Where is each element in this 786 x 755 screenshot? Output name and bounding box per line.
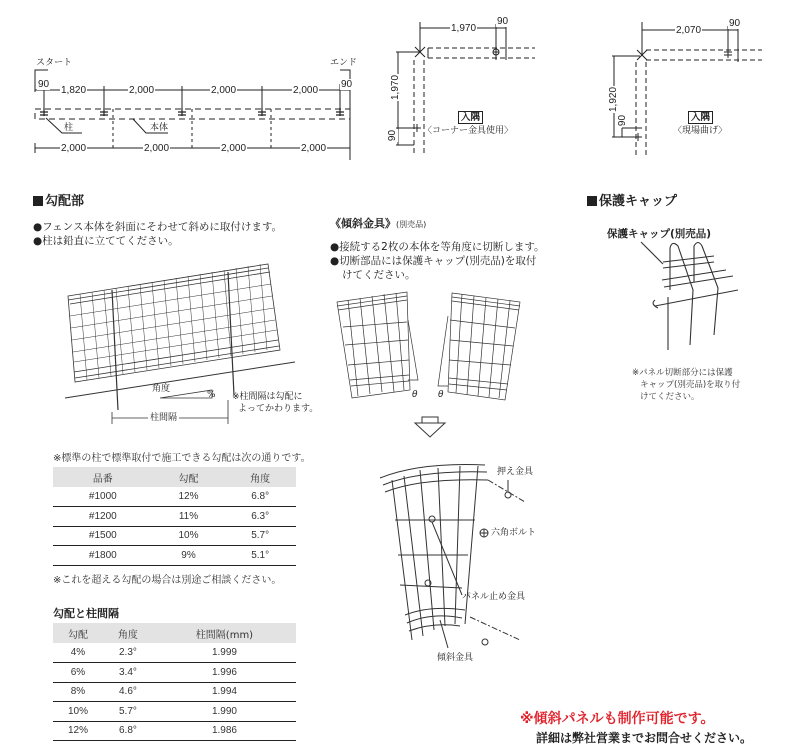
protect-cap-note-3: けてください。 xyxy=(640,392,700,402)
cell-angle: 5.7° xyxy=(224,526,296,546)
standard-table-intro: ※標準の柱で標準取付で施工できる勾配は次の通りです。 xyxy=(53,453,311,464)
corner-a-dim-h: 1,970 xyxy=(451,23,477,34)
cell-slope: 10% xyxy=(53,702,103,722)
table-row xyxy=(53,702,296,722)
cell-spacing: 1.990 xyxy=(153,702,296,722)
col-header-angle: 角度 xyxy=(103,623,153,643)
cell-angle: 3.4° xyxy=(103,663,153,683)
protect-cap-section-title: 保護キャップ xyxy=(587,190,677,209)
table-row xyxy=(53,682,296,702)
dim-bottom-4: 2,000 xyxy=(301,143,327,154)
cell-product: #1200 xyxy=(53,507,153,527)
cell-slope: 9% xyxy=(153,546,225,566)
body-label: 本体 xyxy=(150,123,169,133)
cell-spacing: 1.986 xyxy=(153,721,296,741)
cell-spacing: 1.996 xyxy=(153,663,296,683)
cell-angle: 5.7° xyxy=(103,702,153,722)
theta-label-left: θ xyxy=(412,390,418,400)
cell-slope: 11% xyxy=(153,507,225,527)
col-header-slope: 勾配 xyxy=(53,623,103,643)
cell-angle: 4.6° xyxy=(103,682,153,702)
dim-bottom-1: 2,000 xyxy=(61,143,87,154)
dim-span-3: 2,000 xyxy=(211,85,237,96)
dim-start-offset: 90 xyxy=(38,79,50,90)
corner-b-box-label: 入隅 xyxy=(688,111,713,124)
cell-spacing: 1.994 xyxy=(153,682,296,702)
dim-span-2: 2,000 xyxy=(129,85,155,96)
tilt-bullet-1: ●接続する2枚の本体を等角度に切断します。 xyxy=(330,241,545,253)
slope-spacing-table xyxy=(53,623,296,741)
cell-angle: 6.8° xyxy=(224,487,296,507)
tilt-bullet-2: ●切断部品には保護キャップ(別売品)を取付 xyxy=(330,255,537,267)
cell-product: #1000 xyxy=(53,487,153,507)
part-tilt-fitting: 傾斜金具 xyxy=(437,653,474,663)
table-row xyxy=(53,643,296,663)
table-row xyxy=(53,507,296,527)
cell-angle: 2.3° xyxy=(103,643,153,663)
protect-cap-callout: 保護キャップ(別売品) xyxy=(607,228,712,240)
col-header-spacing: 柱間隔(mm) xyxy=(153,623,296,643)
slope-spacing-label: 柱間隔 xyxy=(150,413,178,423)
standard-table-footer: ※これを超える勾配の場合は別途ご相談ください。 xyxy=(53,575,282,586)
corner-b-dim-small-v: 90 xyxy=(617,114,629,127)
dim-end-offset: 90 xyxy=(341,79,353,90)
slope-spacing-note-2: よってかわります。 xyxy=(238,404,319,414)
start-label: スタート xyxy=(36,58,73,68)
table-row xyxy=(53,546,296,566)
cell-product: #1500 xyxy=(53,526,153,546)
protect-cap-note-1: ※パネル切断部分には保護 xyxy=(632,368,733,378)
slope-percent-label: % xyxy=(207,390,216,400)
dim-span-4: 2,000 xyxy=(293,85,319,96)
cell-slope: 10% xyxy=(153,526,225,546)
cell-product: #1800 xyxy=(53,546,153,566)
spacing-table-title: 勾配と柱間隔 xyxy=(53,607,119,620)
table-row xyxy=(53,526,296,546)
cell-slope: 6% xyxy=(53,663,103,683)
table-header-row xyxy=(53,623,296,643)
theta-label-right: θ xyxy=(438,390,444,400)
standard-slope-table xyxy=(53,467,296,566)
dim-first-span: 1,820 xyxy=(61,85,87,96)
slope-section-title: 勾配部 xyxy=(33,190,84,209)
tilt-bullet-3: けてください。 xyxy=(342,269,416,281)
corner-a-dim-small-v: 90 xyxy=(387,129,399,142)
col-header-angle: 角度 xyxy=(224,467,296,487)
table-row xyxy=(53,487,296,507)
dim-bottom-3: 2,000 xyxy=(221,143,247,154)
contact-notice: 詳細は弊社営業までお問合せください。 xyxy=(536,731,753,745)
protect-cap-note-2: キャップ(別売品)を取り付 xyxy=(640,380,741,390)
tilt-fitting-title-sub: (別売品) xyxy=(396,220,427,229)
cell-spacing: 1.999 xyxy=(153,643,296,663)
part-hex-bolt: 六角ボルト xyxy=(491,528,537,538)
slope-bullet-2: ●柱は鉛直に立ててください。 xyxy=(33,235,179,247)
corner-b-dim-small-h: 90 xyxy=(729,18,741,29)
corner-a-caption: 〈コーナー金具使用〉 xyxy=(423,126,514,136)
table-header-row xyxy=(53,467,296,487)
corner-b-dim-h: 2,070 xyxy=(676,25,702,36)
cell-slope: 12% xyxy=(53,721,103,741)
cell-angle: 6.8° xyxy=(103,721,153,741)
corner-a-dim-small-h: 90 xyxy=(497,16,509,27)
post-label: 柱 xyxy=(64,123,74,133)
corner-a-box-label: 入隅 xyxy=(458,111,483,124)
table-row xyxy=(53,721,296,741)
col-header-product: 品番 xyxy=(53,467,153,487)
part-press-fitting: 押え金具 xyxy=(497,467,534,477)
table-row xyxy=(53,663,296,683)
slope-spacing-note-1: ※柱間隔は勾配に xyxy=(232,392,303,402)
corner-b-caption: 〈現場曲げ〉 xyxy=(673,126,728,136)
tilt-panel-notice: ※傾斜パネルも制作可能です。 xyxy=(520,711,715,727)
corner-b-dim-v: 1,920 xyxy=(608,86,620,113)
cell-angle: 5.1° xyxy=(224,546,296,566)
cell-slope: 8% xyxy=(53,682,103,702)
tilt-fitting-title-text: 《傾斜金具》 xyxy=(330,217,396,230)
cell-slope: 4% xyxy=(53,643,103,663)
cell-angle: 6.3° xyxy=(224,507,296,527)
corner-a-dim-v: 1,970 xyxy=(390,74,402,101)
slope-angle-label: 角度 xyxy=(152,384,171,394)
dim-bottom-2: 2,000 xyxy=(144,143,170,154)
col-header-slope: 勾配 xyxy=(153,467,225,487)
slope-bullet-1: ●フェンス本体を斜面にそわせて斜めに取付けます。 xyxy=(33,221,282,233)
part-panel-stop: パネル止め金具 xyxy=(462,592,526,602)
end-label: エンド xyxy=(330,58,358,68)
cell-slope: 12% xyxy=(153,487,225,507)
